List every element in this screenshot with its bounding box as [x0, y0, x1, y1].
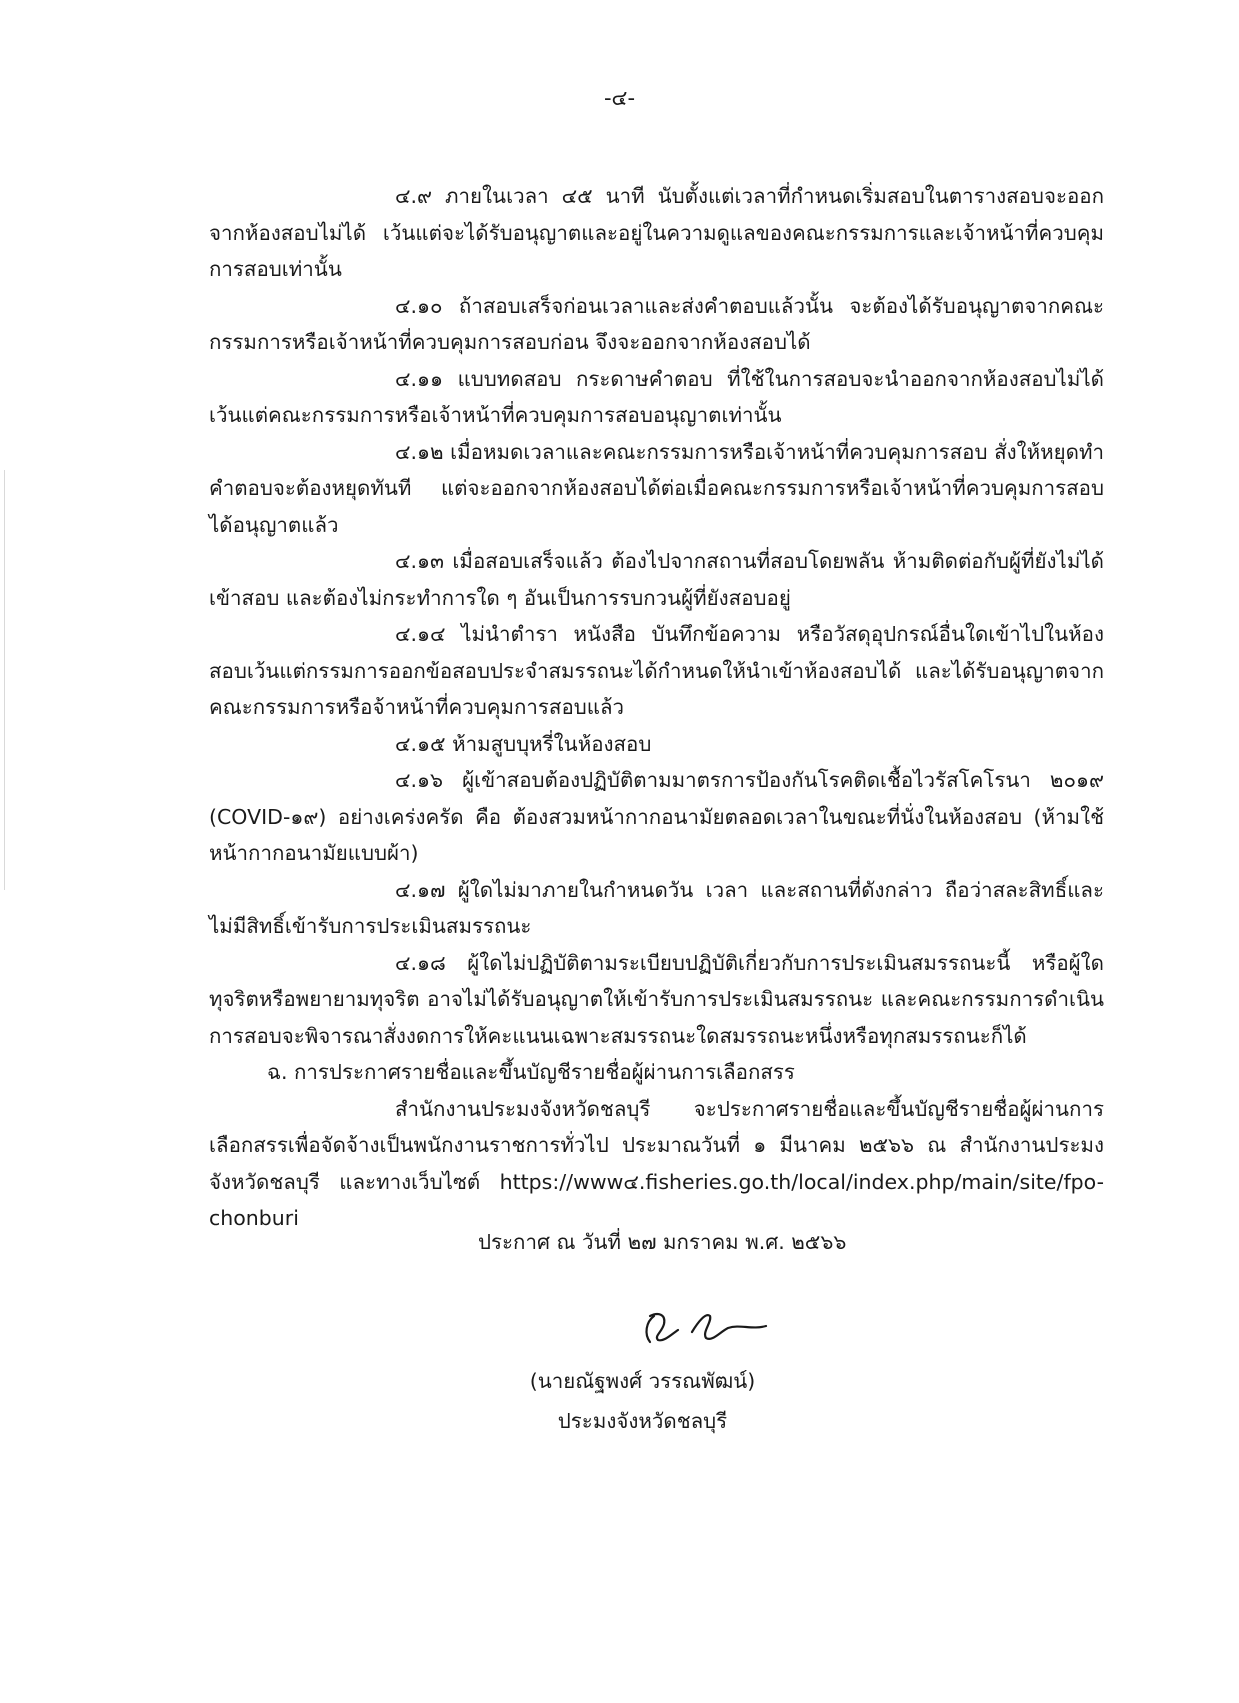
section-heading: ฉ. การประกาศรายชื่อและขึ้นบัญชีรายชื่อผู้ผ่านการเลือกสรร: [267, 1060, 795, 1084]
signer-name: (นายณัฐพงศ์ วรรณพัฒน์): [529, 1369, 756, 1393]
rule-4-12: ๔.๑๒ เมื่อหมดเวลาและคณะกรรมการหรือเจ้าหน้าที่ควบคุมการสอบ สั่งให้หยุดทำคำตอบจะต้องหยุดทันที แต่จะออกจากห้องสอบได้ต่อเมื่อคณะกรรมการหรือเจ้าหน้าที่ควบคุมการสอบได้อนุญาตแล้ว: [209, 439, 1104, 537]
section-body: สำนักงานประมงจังหวัดชลบุรี จะประกาศรายชื่อและขึ้นบัญชีรายชื่อผู้ผ่านการเลือกสรรเพื่อจัดจ้างเป็นพนักงานราชการทั่วไป ประมาณวันที่ ๑ มีนาคม ๒๕๖๖ ณ สำนักงานประมงจังหวัดชลบุรี และทางเว็บไซต์ https://www๔.fisheries.go.th/local/index.php/main/site/fpo-chonburi: [209, 1096, 1104, 1230]
rule-4-17: ๔.๑๗ ผู้ใดไม่มาภายในกำหนดวัน เวลา และสถานที่ดังกล่าว ถือว่าสละสิทธิ์และไม่มีสิทธิ์เข้ารับการประเมินสมรรถนะ: [209, 877, 1104, 938]
rule-4-10: ๔.๑๐ ถ้าสอบเสร็จก่อนเวลาและส่งคำตอบแล้วนั้น จะต้องได้รับอนุญาตจากคณะกรรมการหรือเจ้าหน้าที่ควบคุมการสอบก่อน จึงจะออกจากห้องสอบได้: [209, 293, 1104, 354]
announcement-date: ประกาศ ณ วันที่ ๒๗ มกราคม พ.ศ. ๒๕๖๖: [478, 1230, 847, 1254]
rule-4-14: ๔.๑๔ ไม่นำตำรา หนังสือ บันทึกข้อความ หรือวัสดุอุปกรณ์อื่นใดเข้าไปในห้องสอบเว้นแต่กรรมการออกข้อสอบประจำสมรรถนะได้กำหนดให้นำเข้าห้องสอบได้ และได้รับอนุญาตจากคณะกรรมการหรือจ้าหน้าที่ควบคุมการสอบแล้ว: [209, 622, 1104, 719]
rule-4-16: ๔.๑๖ ผู้เข้าสอบต้องปฏิบัติตามมาตรการป้องกันโรคติดเชื้อไวรัสโคโรนา ๒๐๑๙ (COVID-๑๙) อย่างเคร่งครัด คือ ต้องสวมหน้ากากอนามัยตลอดเวลาในขณะที่นั่งในห้องสอบ (ห้ามใช้หน้ากากอนามัยแบบผ้า): [209, 768, 1104, 865]
rule-4-9: ๔.๙ ภายในเวลา ๔๕ นาที นับตั้งแต่เวลาที่กำหนดเริ่มสอบในตารางสอบจะออกจากห้องสอบไม่ได้ เว้นแต่จะได้รับอนุญาตและอยู่ในความดูแลของคณะกรรมการและเจ้าหน้าที่ควบคุมการสอบเท่านั้น: [209, 184, 1104, 281]
rule-4-18: ๔.๑๘ ผู้ใดไม่ปฏิบัติตามระเบียบปฏิบัติเกี่ยวกับการประเมินสมรรถนะนี้ หรือผู้ใดทุจริตหรือพยายามทุจริต อาจไม่ได้รับอนุญาตให้เข้ารับการประเมินสมรรถนะ และคณะกรรมการดำเนินการสอบจะพิจารณาสั่งงดการให้คะแนนเฉพาะสมรรถนะใดสมรรถนะหนึ่งหรือทุกสมรรถนะก็ได้: [209, 950, 1104, 1048]
signature-image: [636, 1302, 786, 1352]
document-body: [209, 178, 1104, 1237]
rule-4-11: ๔.๑๑ แบบทดสอบ กระดาษคำตอบ ที่ใช้ในการสอบจะนำออกจากห้องสอบไม่ได้ เว้นแต่คณะกรรมการหรือเจ้าหน้าที่ควบคุมการสอบอนุญาตเท่านั้น: [209, 366, 1104, 427]
rule-4-13: ๔.๑๓ เมื่อสอบเสร็จแล้ว ต้องไปจากสถานที่สอบโดยพลัน ห้ามติดต่อกับผู้ที่ยังไม่ได้เข้าสอบ และต้องไม่กระทำการใด ๆ อันเป็นการรบกวนผู้ที่ยังสอบอยู่: [209, 549, 1104, 610]
signer-title: ประมงจังหวัดชลบุรี: [557, 1409, 728, 1433]
scan-edge-artifact: [4, 470, 5, 890]
rule-4-15: ๔.๑๕ ห้ามสูบบุหรี่ในห้องสอบ: [395, 731, 652, 756]
page-number: -๔-: [603, 86, 636, 110]
